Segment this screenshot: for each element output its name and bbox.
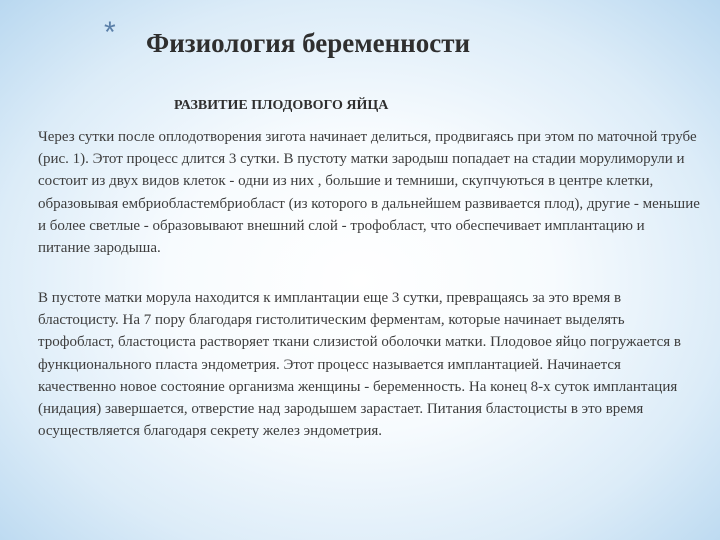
body-paragraph: В пустоте матки морула находится к имплантации еще 3 сутки, превращаясь за это время в бластоцисту. На 7 пору благодаря гистолитическим ферментам, которые начинает выделять трофобласт, бластоциста растворяет ткани слизистой оболочки матки. Плодовое яйцо погружается в функционального пласта эндометрия. Этот процесс называется имплантацией. Начинается качественно новое состояние организма женщины - беременность. На конец 8-х суток имплантация (нидация) завершается, отверстие над зародышем зарастает. Питания бластоцисты в это время осуществляется благодаря секрету желез эндометрия. (38, 290, 681, 440)
title-bullet-icon: * (104, 16, 116, 49)
slide-title: Физиология беременности (146, 28, 471, 58)
body-paragraph: Через сутки после оплодотворения зигота начинает делиться, продвигаясь при этом по маточной трубе (рис. 1). Этот процесс длится 3 сутки. В пустоту матки зародыш попадает на стадии морулиморули и состоит из двух видов клеток - одни из них , большие и темниши, скупчуються в центре клетки, образовывая ембриобластембриобласт (из которого в дальнейшем развивается плод), другие - меньшие и более светлые - образовывают внешний слой - трофобласт, что обеспечивает имплантацию и питание зародыша. (38, 129, 700, 257)
section-heading: РАЗВИТИЕ ПЛОДОВОГО ЯЙЦА (174, 98, 389, 113)
